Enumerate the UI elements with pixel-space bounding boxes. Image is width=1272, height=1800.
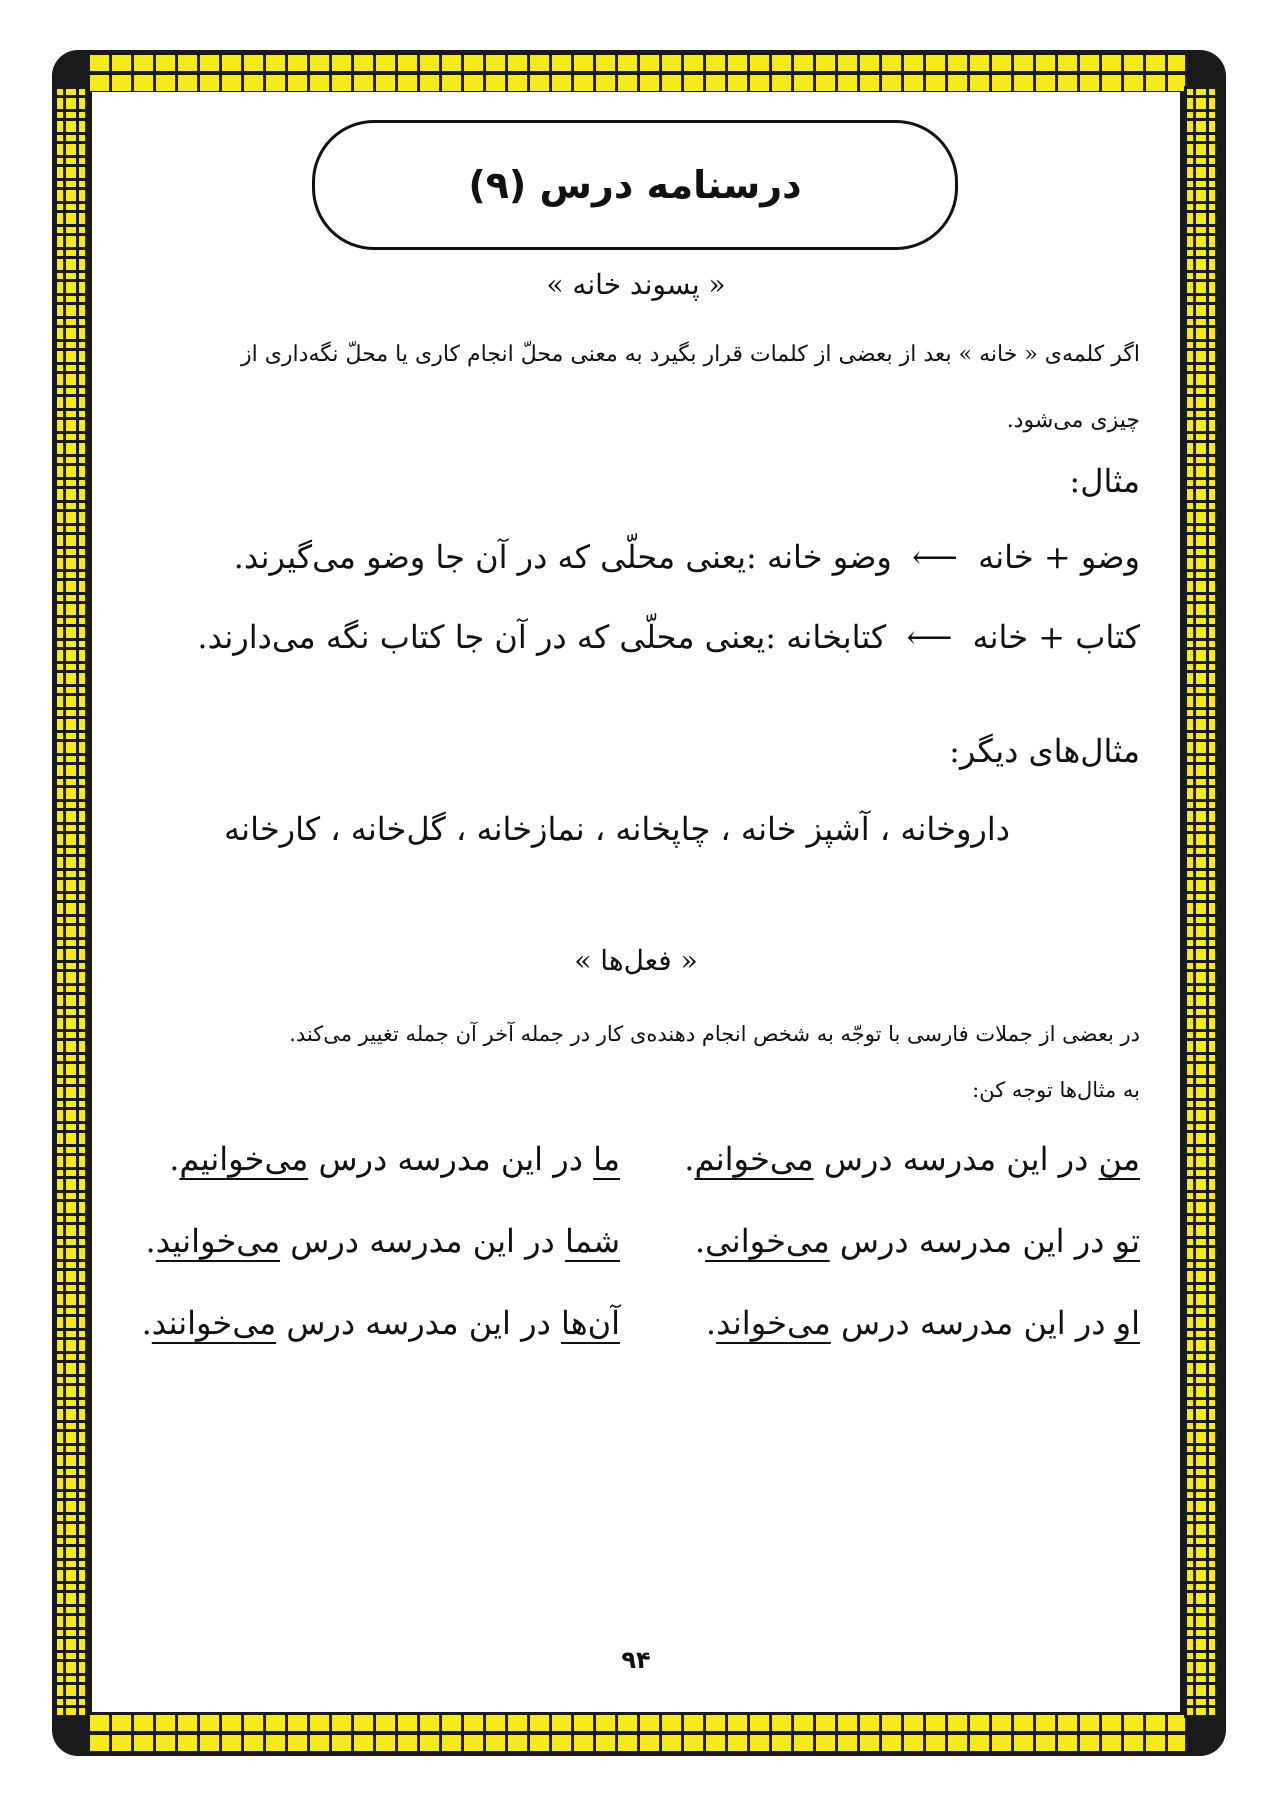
verb: می‌خوانید xyxy=(155,1222,281,1260)
sentence-end: . xyxy=(169,1140,180,1178)
section2-paragraph-line1: در بعضی از جملات فارسی با توجّه به شخص انجام دهنده‌ی کار در جمله آخر آن جمله تغییر می‌کند. xyxy=(289,1022,1140,1046)
section2-paragraph-line2: به مثال‌ها توجه کن: xyxy=(972,1078,1140,1102)
conjugation-row-1-singular xyxy=(684,1140,1140,1178)
sentence-middle: در این مدرسه درس xyxy=(813,1140,1099,1178)
sentence-middle: در این مدرسه درس xyxy=(829,1222,1115,1260)
sentence-end: . xyxy=(684,1140,695,1178)
conjugation-row-3-singular xyxy=(706,1304,1140,1342)
verb: می‌خوانیم xyxy=(179,1140,309,1178)
section1-paragraph-line2: چیزی می‌شود. xyxy=(1006,408,1140,433)
frame-top-border xyxy=(84,52,1188,94)
page-title: درسنامه درس (۹) xyxy=(468,163,802,207)
verb: می‌خواند xyxy=(716,1304,831,1342)
example-1-right: وضو خانه :یعنی محلّی که در آن جا وضو می‌گیرند. xyxy=(233,538,892,576)
title-box xyxy=(312,120,958,250)
conjugation-row-1-plural xyxy=(169,1140,620,1178)
sentence-end: . xyxy=(145,1222,156,1260)
arrow-icon: ⟵ xyxy=(912,538,958,576)
example-1 xyxy=(234,538,1140,576)
sentence-end: . xyxy=(705,1304,717,1342)
section2-heading: « فعل‌ها » xyxy=(574,944,698,977)
sentence-middle: در این مدرسه درس xyxy=(276,1304,561,1342)
frame-right-border xyxy=(1184,86,1218,1718)
conjugation-row-2-plural xyxy=(146,1222,620,1260)
more-examples-list: داروخانه ، آشپز خانه ، چاپخانه ، نمازخانه ، گل‌خانه ، کارخانه xyxy=(224,810,1010,848)
conjugation-row-2-singular xyxy=(695,1222,1140,1260)
sentence-end: . xyxy=(694,1222,706,1260)
example-2-right: کتابخانه :یعنی محلّی که در آن جا کتاب نگه می‌دارند. xyxy=(197,618,887,656)
verb: می‌خوانند xyxy=(151,1304,277,1342)
example-2-left: کتاب + خانه xyxy=(972,618,1140,656)
sentence-middle: در این مدرسه درس xyxy=(280,1222,565,1260)
more-examples-label: مثال‌های دیگر: xyxy=(949,732,1140,770)
verb: می‌خوانی xyxy=(705,1222,830,1260)
example-label: مثال: xyxy=(1069,462,1140,500)
arrow-icon: ⟵ xyxy=(906,618,953,656)
verb: می‌خوانم xyxy=(694,1140,814,1178)
frame-bottom-border xyxy=(84,1712,1188,1754)
sentence-end: . xyxy=(141,1304,152,1342)
section1-heading: « پسوند خانه » xyxy=(546,268,726,301)
page-number: ۹۴ xyxy=(621,1646,651,1674)
example-1-left: وضو + خانه xyxy=(978,538,1140,576)
subject: من xyxy=(1098,1140,1140,1178)
example-2 xyxy=(197,618,1140,656)
subject: آن‌ها xyxy=(560,1304,620,1342)
section1-paragraph-line1: اگر کلمه‌ی « خانه » بعد از بعضی از کلمات قرار بگیرد به معنی محلّ انجام کاری یا محلّ نگه‌داری از xyxy=(240,342,1140,367)
subject: شما xyxy=(564,1222,620,1260)
subject: تو xyxy=(1114,1222,1140,1260)
sentence-middle: در این مدرسه درس xyxy=(830,1304,1116,1342)
subject: او xyxy=(1115,1304,1140,1342)
frame-left-border xyxy=(54,86,88,1718)
conjugation-row-3-plural xyxy=(142,1304,620,1342)
subject: ما xyxy=(593,1140,620,1178)
page-content xyxy=(92,92,1180,1712)
sentence-middle: در این مدرسه درس xyxy=(308,1140,594,1178)
